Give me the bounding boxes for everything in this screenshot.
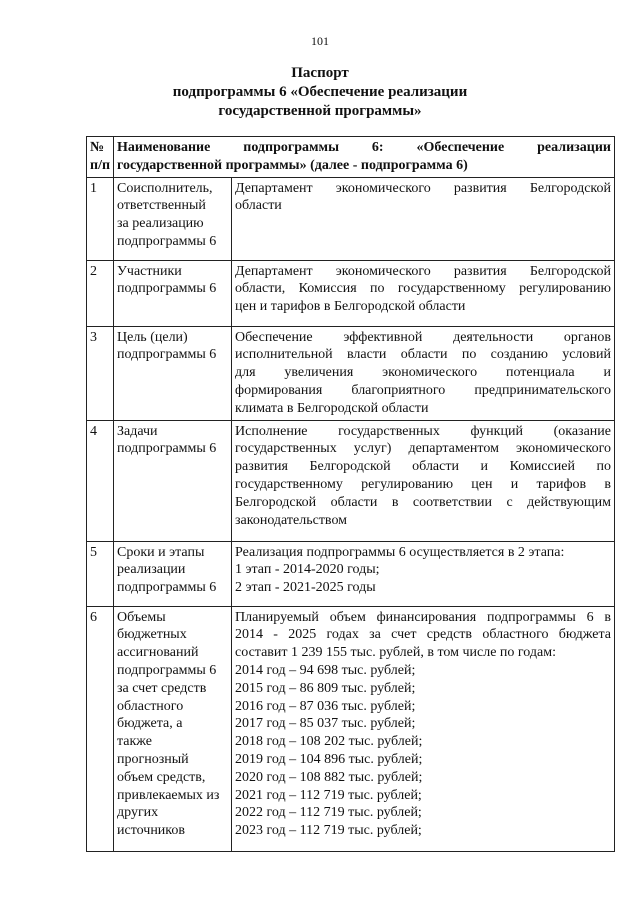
- row-name-line: бюджета, а: [117, 716, 183, 732]
- row-name-line: Сроки и этапы: [117, 544, 205, 560]
- row-number: 5: [87, 541, 114, 606]
- row-name-line: подпрограммы 6: [117, 233, 217, 249]
- row-value-line: Реализация подпрограммы 6 осуществляется в 2 этапа:: [235, 544, 565, 560]
- row-name-line: Задачи: [117, 423, 158, 439]
- row-name-line: привлекаемых из: [117, 787, 220, 803]
- row-name: [114, 420, 232, 541]
- row-name-line: подпрограммы 6: [117, 281, 217, 297]
- row-value-line: 2014 год – 94 698 тыс. рублей;: [235, 662, 416, 678]
- table-row: [87, 260, 615, 326]
- row-value-line: 2021 год – 112 719 тыс. рублей;: [235, 787, 422, 803]
- row-value: [232, 177, 615, 260]
- row-number: 6: [87, 606, 114, 851]
- row-name-line: подпрограммы 6: [117, 580, 217, 596]
- header-title-line: государственной программы» (далее - подпрограмма 6): [117, 157, 468, 173]
- row-value-line: Белгородской области в соответствии с действующим: [235, 494, 611, 510]
- row-value-line: 1 этап - 2014-2020 годы;: [235, 562, 380, 578]
- row-value: [232, 326, 615, 420]
- row-value-line: 2015 год – 86 809 тыс. рублей;: [235, 680, 416, 696]
- row-value-line: для увеличения экономического потенциала и: [235, 365, 611, 381]
- row-value-line: Обеспечение эффективной деятельности органов: [235, 329, 611, 345]
- row-value-line: формирования благоприятного предпринимательского: [235, 382, 611, 398]
- row-value-line: развития Белгородской области и Комиссией по: [235, 459, 611, 475]
- row-value-line: Планируемый объем финансирования подпрограммы 6 в: [235, 609, 611, 625]
- header-number-cell: [87, 137, 114, 178]
- document-title: [0, 64, 640, 121]
- passport-table: [86, 136, 615, 852]
- table-row: [87, 541, 615, 606]
- row-value-line: 2022 год – 112 719 тыс. рублей;: [235, 805, 422, 821]
- row-value-line: 2 этап - 2021-2025 годы: [235, 580, 376, 596]
- row-name-line: Соисполнитель,: [117, 180, 213, 196]
- row-value-line: государственных услуг) департаментом экономического: [235, 441, 611, 457]
- row-value: [232, 606, 615, 851]
- row-name-line: бюджетных: [117, 627, 187, 643]
- row-number: 2: [87, 260, 114, 326]
- row-name: [114, 260, 232, 326]
- row-value-line: климата в Белгородской области: [235, 400, 429, 416]
- row-value-line: государственному регулированию цен и тарифов в: [235, 476, 611, 492]
- row-value-line: составит 1 239 155 тыс. рублей, в том числе по годам:: [235, 645, 556, 661]
- row-value: [232, 541, 615, 606]
- row-value-line: 2019 год – 104 896 тыс. рублей;: [235, 751, 423, 767]
- table-row: [87, 326, 615, 420]
- row-value-line: Департамент экономического развития Белгородской: [235, 263, 611, 279]
- row-value-line: 2020 год – 108 882 тыс. рублей;: [235, 769, 423, 785]
- row-name: [114, 177, 232, 260]
- row-name-line: реализации: [117, 562, 186, 578]
- header-number-line: №: [90, 140, 105, 155]
- row-number: 3: [87, 326, 114, 420]
- row-value-line: 2018 год – 108 202 тыс. рублей;: [235, 734, 423, 750]
- row-value-line: исполнительной власти области по созданию условий: [235, 347, 611, 363]
- title-line: Паспорт: [291, 65, 349, 81]
- row-name-line: других: [117, 805, 159, 821]
- row-value: [232, 260, 615, 326]
- row-name-line: областного: [117, 698, 184, 714]
- row-value: [232, 420, 615, 541]
- row-name-line: также: [117, 734, 153, 750]
- table-header-row: [87, 137, 615, 178]
- page-number: 101: [311, 34, 329, 48]
- row-number: 4: [87, 420, 114, 541]
- header-title-cell: [114, 137, 615, 178]
- header-title-line: Наименование подпрограммы 6: «Обеспечение реализации: [117, 140, 611, 155]
- row-name-line: подпрограммы 6: [117, 347, 217, 363]
- title-line: государственной программы»: [218, 103, 422, 119]
- table-row: [87, 606, 615, 851]
- row-name: [114, 326, 232, 420]
- row-name-line: объем средств,: [117, 769, 206, 785]
- row-name-line: Цель (цели): [117, 329, 188, 345]
- row-value-line: 2014 - 2025 годах за счет средств областного бюджета: [235, 627, 611, 643]
- header-number-line: п/п: [90, 157, 111, 173]
- row-name: [114, 606, 232, 851]
- row-name-line: за реализацию: [117, 216, 204, 232]
- row-value-line: области: [235, 198, 282, 214]
- row-name-line: прогнозный: [117, 751, 189, 767]
- row-value-line: 2016 год – 87 036 тыс. рублей;: [235, 698, 416, 714]
- row-value-line: законодательством: [235, 512, 348, 528]
- row-name-line: подпрограммы 6: [117, 441, 217, 457]
- row-value-line: Департамент экономического развития Белгородской: [235, 180, 611, 196]
- row-value-line: Исполнение государственных функций (оказание: [235, 423, 611, 439]
- row-name-line: за счет средств: [117, 680, 207, 696]
- title-line: подпрограммы 6 «Обеспечение реализации: [172, 84, 468, 100]
- row-value-line: области, Комиссия по государственному регулированию: [235, 281, 611, 297]
- row-name-line: Объемы: [117, 609, 166, 625]
- row-name-line: ответственный: [117, 198, 206, 214]
- row-name: [114, 541, 232, 606]
- row-value-line: 2017 год – 85 037 тыс. рублей;: [235, 716, 416, 732]
- row-name-line: Участники: [117, 263, 182, 279]
- row-number: 1: [87, 177, 114, 260]
- table-row: [87, 177, 615, 260]
- row-value-line: 2023 год – 112 719 тыс. рублей;: [235, 823, 422, 839]
- row-name-line: ассигнований: [117, 645, 199, 661]
- table-row: [87, 420, 615, 541]
- row-name-line: подпрограммы 6: [117, 662, 217, 678]
- row-name-line: источников: [117, 823, 186, 839]
- row-value-line: цен и тарифов в Белгородской области: [235, 299, 466, 315]
